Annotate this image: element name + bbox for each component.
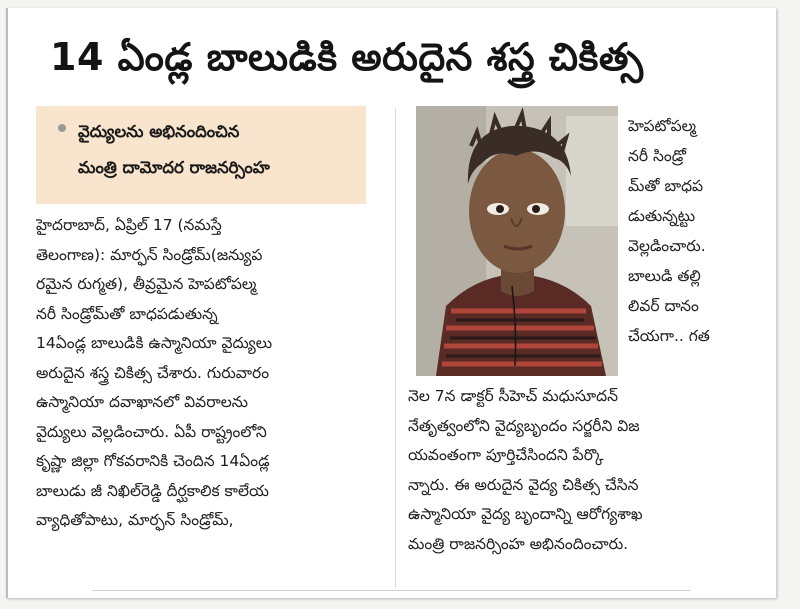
text-line: హెపటోపల్మ <box>628 117 697 135</box>
text-line: తెలంగాణ): మార్ఫన్ సిండ్రోమ్(జన్యుప <box>36 245 263 264</box>
text-line: నెల 7న డాక్టర్ సీహెచ్ మధుసూదన్ <box>408 387 618 405</box>
text-line: న్నారు. ఈ అరుదైన వైద్య చికిత్స చేసిన <box>408 475 639 494</box>
newspaper-clipping <box>6 8 776 598</box>
subheadline-line: మంత్రి దామోదర రాజనర్సింహ <box>78 158 270 177</box>
text-line: రమైన రుగ్మత), తీవ్రమైన హెపటోపల్మ <box>36 275 257 293</box>
left-column-text <box>36 211 384 536</box>
text-line: వెల్లడించారు. <box>628 237 706 255</box>
text-line: డుతున్నట్టు <box>628 207 696 225</box>
bullet-icon <box>58 124 66 132</box>
text-line: మంత్రి రాజనర్సింహ అభినందించారు. <box>408 534 629 553</box>
subheadline-box <box>36 106 366 204</box>
text-line: మ్‌తో బాధప <box>628 177 704 195</box>
column-divider <box>395 108 396 588</box>
headline: 14 ఏండ్ల బాలుడికి అరుదైన శస్త్ర చికిత్స <box>50 35 644 79</box>
text-line: వ్యాధితోపాటు, మార్ఫన్ సిండ్రోమ్, <box>36 511 234 529</box>
text-line: యవంతంగా పూర్తిచేసిందని పేర్కొ <box>408 446 604 464</box>
text-line: కృష్ణా జిల్లా గోకవరానికి చెందిన 14ఏండ్ల <box>36 452 270 470</box>
text-line: హైదరాబాద్, ఏప్రిల్ 17 (నమస్తే <box>36 216 222 234</box>
text-line: ఉస్మానియా దవాఖానలో వివరాలను <box>36 393 248 411</box>
text-line: 14ఏండ్ల బాలుడికి ఉస్మానియా వైద్యులు <box>36 334 273 352</box>
right-narrow-column-text <box>628 111 753 351</box>
text-line: వైద్యులు వెల్లడించారు. ఏపీ రాష్ట్రంలోని <box>36 422 267 441</box>
text-line: నరీ సిండ్రోమ్‌తో బాధపడుతున్న <box>36 304 218 323</box>
text-line: చేయగా.. గత <box>628 327 710 345</box>
bottom-rule <box>92 590 690 591</box>
subheadline-line: వైద్యులను అభినందించిన <box>78 122 240 141</box>
text-line: బాలుడు జీ నిఖిల్‌రెడ్డి దీర్ఘకాలిక కాలేయ <box>36 481 269 500</box>
text-line: లివర్ దానం <box>628 297 699 315</box>
portrait-illustration <box>416 106 618 376</box>
text-line: అరుదైన శస్త్ర చికిత్స చేశారు. గురువారం <box>36 363 270 382</box>
text-line: నరీ సిండ్రో <box>628 147 686 165</box>
text-line: బాలుడి తల్లి <box>628 267 701 285</box>
boy-portrait-photo <box>416 106 618 376</box>
right-column-text <box>408 382 758 559</box>
text-line: నేతృత్వంలోని వైద్యబృందం సర్జరీని విజ <box>408 416 640 435</box>
text-line: ఉస్మానియా వైద్య బృందాన్ని ఆరోగ్యశాఖ <box>408 505 643 523</box>
subheadline <box>78 114 363 186</box>
